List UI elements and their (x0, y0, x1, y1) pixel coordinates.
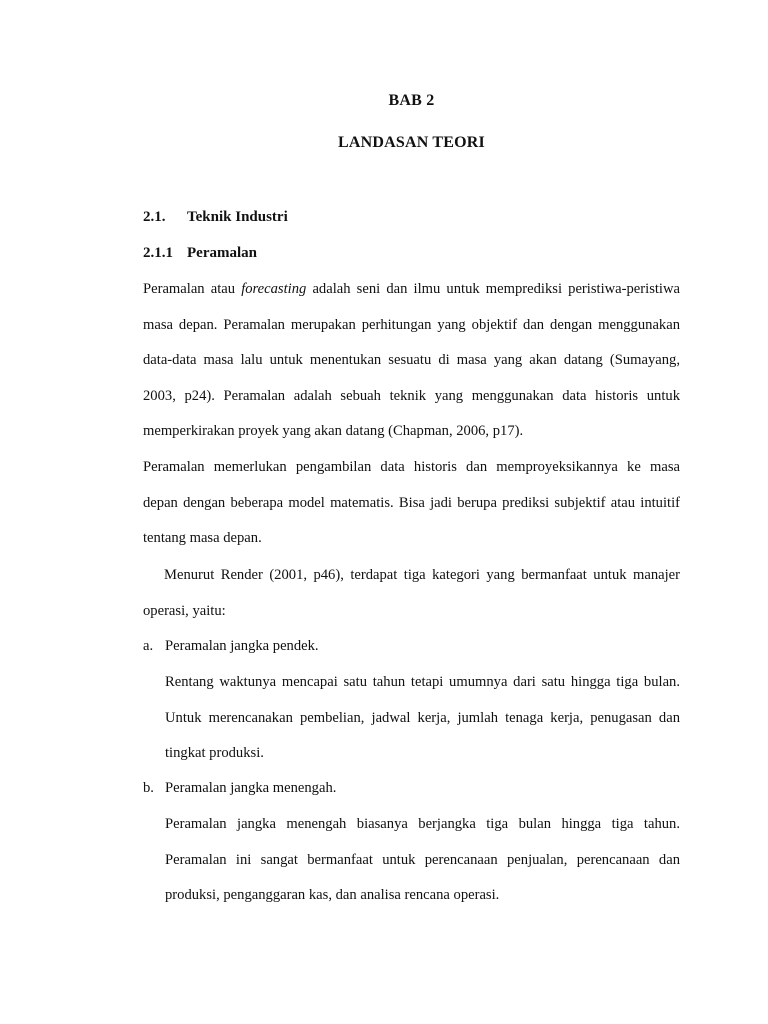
paragraph-line: tingkat produksi. (165, 745, 264, 761)
paragraph-line: Peramalan jangka menengah biasanya berjangka tiga bulan hingga tiga tahun. (165, 816, 680, 832)
section-number: 2.1. (143, 209, 166, 225)
paragraph-render-categories (143, 558, 680, 629)
paragraph-line: depan dengan beberapa model matematis. Bisa jadi berupa prediksi subjektif atau intuitif (143, 494, 680, 511)
paragraph-line: Menurut Render (2001, p46), terdapat tiga kategori yang bermanfaat untuk manajer (164, 567, 680, 583)
italic-term: forecasting (241, 281, 307, 297)
paragraph-line: masa depan. Peramalan merupakan perhitungan yang objektif dan dengan menggunakan (143, 316, 680, 333)
paragraph-line: Rentang waktunya mencapai satu tahun tetapi umumnya dari satu hingga tiga bulan. (165, 674, 680, 690)
list-item-title: Peramalan jangka menengah. (165, 780, 337, 796)
text-run: adalah seni dan ilmu untuk memprediksi peristiwa-peristiwa (306, 281, 680, 297)
list-item-a (143, 638, 319, 655)
paragraph-line (143, 272, 680, 308)
section-number: 2.1.1 (143, 245, 173, 261)
list-item-title: Peramalan jangka pendek. (165, 638, 319, 654)
paragraph-line: 2003, p24). Peramalan adalah sebuah teknik yang menggunakan data historis untuk (143, 387, 680, 404)
section-heading-2-1-1 (143, 245, 257, 262)
paragraph-historical-data (143, 450, 680, 557)
text-run: Peramalan atau (143, 281, 242, 297)
chapter-subtitle: LANDASAN TEORI (338, 134, 485, 151)
paragraph-line: Peramalan ini sangat bermanfaat untuk perencanaan penjualan, perencanaan dan (165, 851, 680, 868)
list-marker: a. (143, 638, 154, 654)
chapter-title: BAB 2 (388, 92, 435, 109)
list-item-b (143, 780, 336, 797)
section-heading-2-1 (143, 209, 288, 226)
list-marker: b. (143, 780, 154, 796)
paragraph-line: memperkirakan proyek yang akan datang (Chapman, 2006, p17). (143, 423, 524, 439)
list-item-a-description (165, 665, 680, 772)
paragraph-line: produksi, penganggaran kas, dan analisa rencana operasi. (165, 887, 500, 903)
paragraph-line: operasi, yaitu: (143, 602, 226, 619)
section-title: Peramalan (187, 245, 257, 261)
list-item-b-description (165, 807, 680, 914)
paragraph-forecasting-definition (143, 272, 680, 450)
section-title: Teknik Industri (187, 209, 288, 225)
paragraph-line: Peramalan memerlukan pengambilan data historis dan memproyeksikannya ke masa (143, 459, 680, 475)
paragraph-line: Untuk merencanakan pembelian, jadwal kerja, jumlah tenaga kerja, penugasan dan (165, 709, 680, 726)
paragraph-line: tentang masa depan. (143, 530, 262, 546)
paragraph-line: data-data masa lalu untuk menentukan sesuatu di masa yang akan datang (Sumayang, (143, 352, 680, 368)
